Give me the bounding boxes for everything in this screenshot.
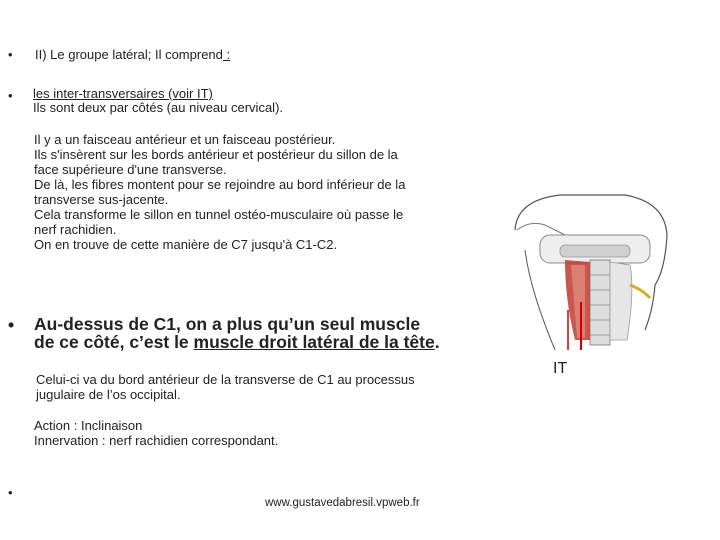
- paragraph-line: jugulaire de l’os occipital.: [36, 387, 181, 402]
- paragraph-line: transverse sus-jacente.: [34, 192, 169, 207]
- muscle-droit-lateral-heading: [34, 315, 440, 351]
- paragraph-insertion: [36, 372, 415, 402]
- inter-transversaires-subtitle: Ils sont deux par côtés (au niveau cervical).: [33, 100, 284, 115]
- paragraph-line: De là, les fibres montent pour se rejoindre au bord inférieur de la: [34, 177, 406, 192]
- bullet-3: •: [8, 315, 15, 335]
- action-line: Action : Inclinaison: [34, 418, 143, 433]
- neck-outline-left: [525, 250, 555, 350]
- muscle-heading-line-2: [34, 333, 440, 351]
- neck-anatomy-illustration: [505, 190, 675, 350]
- innervation-line: Innervation : nerf rachidien correspondant.: [34, 433, 279, 448]
- cervical-spine: [590, 260, 610, 345]
- nerve-yellow: [630, 285, 650, 298]
- paragraph-line: Cela transforme le sillon en tunnel ostéo-musculaire où passe le: [34, 207, 404, 222]
- occipital-bone: [560, 245, 630, 257]
- figure-label-it: IT: [553, 360, 568, 377]
- paragraph-line: Il y a un faisceau antérieur et un faisceau postérieur.: [34, 132, 336, 147]
- right-neck-structures: [610, 262, 632, 340]
- paragraph-line: Celui-ci va du bord antérieur de la transverse de C1 au processus: [36, 372, 415, 387]
- bullet-2: •: [8, 88, 13, 103]
- ear-line: [517, 223, 565, 235]
- muscle-heading-suffix: .: [434, 332, 440, 352]
- paragraph-line: On en trouve de cette manière de C7 jusqu'à C1-C2.: [34, 237, 338, 252]
- muscle-name: muscle droit latéral de la tête: [193, 332, 435, 352]
- paragraph-action: [34, 418, 278, 448]
- bullet-1: •: [8, 47, 13, 62]
- inter-transversaires-heading: [33, 87, 283, 115]
- paragraph-line: nerf rachidien.: [34, 222, 117, 237]
- footer-url: www.gustavedabresil.vpweb.fr: [265, 497, 420, 509]
- inter-transversaires-title: les inter-transversaires (voir IT): [33, 86, 213, 101]
- group-lateral-text: II) Le groupe latéral; Il comprend: [35, 47, 223, 62]
- paragraph-line: Ils s'insèrent sur les bords antérieur et postérieur du sillon de la: [34, 147, 398, 162]
- muscle-heading-prefix: de ce côté, c’est le: [34, 332, 194, 352]
- muscle-heading-line-1: Au-dessus de C1, on a plus qu’un seul muscle: [34, 314, 421, 334]
- group-lateral-colon: :: [222, 47, 231, 62]
- paragraph-faisceaux: [34, 132, 405, 252]
- paragraph-line: face supérieure d'une transverse.: [34, 162, 227, 177]
- group-lateral-heading: [35, 47, 230, 62]
- bullet-4: •: [8, 485, 13, 500]
